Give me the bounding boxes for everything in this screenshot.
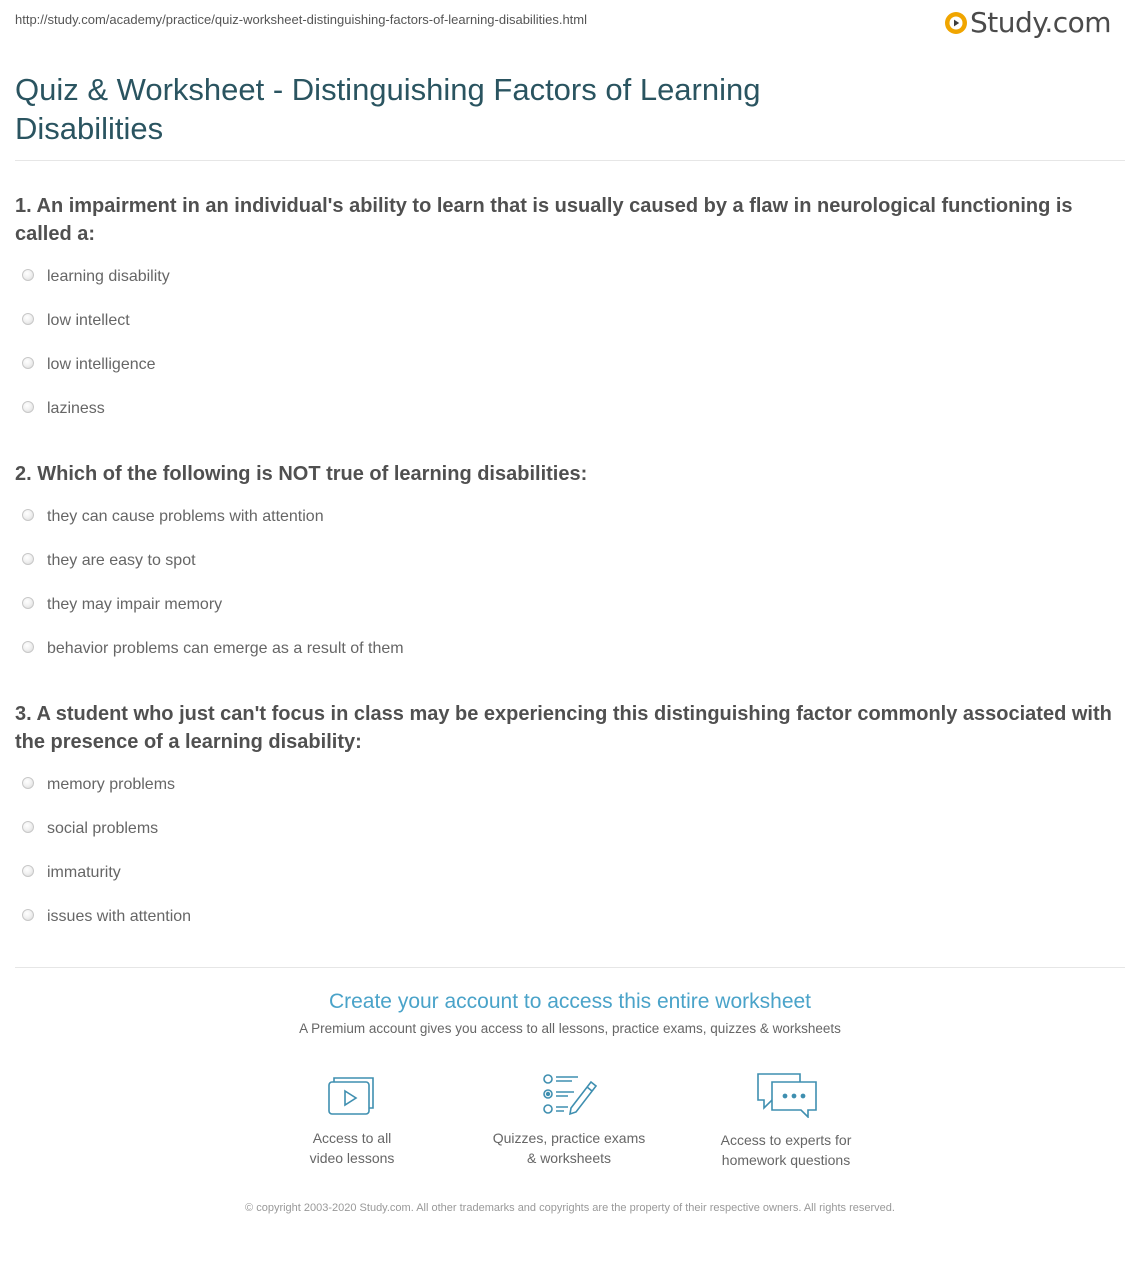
feature-label-line2: homework questions [721,1152,851,1168]
create-account-link[interactable]: Create your account to access this entire worksheet [328,990,812,1013]
chat-bubbles-icon [754,1072,818,1118]
answer-option[interactable] [22,398,105,420]
question-2: 2. Which of the following is NOT true of learning disabilities: [15,463,588,485]
option-label: memory problems [47,776,176,793]
answer-option[interactable] [22,310,130,332]
feature-label-line1: Quizzes, practice exams [492,1130,646,1146]
option-label: behavior problems can emerge as a result of them [47,640,404,657]
answer-option[interactable] [22,638,404,660]
answer-option[interactable] [22,906,191,928]
radio-button[interactable] [22,641,34,653]
feature-video-lessons [252,1072,452,1168]
option-label: low intelligence [47,356,156,373]
answer-option[interactable] [22,862,121,884]
play-circle-icon [944,11,968,35]
video-lessons-icon [326,1072,378,1116]
radio-button[interactable] [22,269,34,281]
study-logo[interactable] [944,6,1111,40]
feature-label-line1: Access to experts for [720,1132,852,1148]
option-label: low intellect [47,312,130,329]
option-label: they are easy to spot [47,552,196,569]
answer-option[interactable] [22,774,175,796]
radio-button[interactable] [22,909,34,921]
feature-experts [686,1072,886,1170]
radio-button[interactable] [22,597,34,609]
answer-option[interactable] [22,550,196,572]
radio-button[interactable] [22,865,34,877]
radio-button[interactable] [22,313,34,325]
brand-name: Study.com [970,6,1112,39]
divider [15,967,1125,968]
divider [15,160,1125,161]
page-url: http://study.com/academy/practice/quiz-worksheet-distinguishing-factors-of-learning-disabilities.html [15,12,587,27]
feature-label-line2: video lessons [309,1150,395,1166]
feature-quizzes [469,1072,669,1168]
page-title: Quiz & Worksheet - Distinguishing Factors of Learning Disabilities [15,72,761,146]
question-1: 1. An impairment in an individual's ability to learn that is usually caused by a flaw in neurological functioning is called a: [15,195,1073,245]
radio-button[interactable] [22,553,34,565]
option-label: immaturity [47,864,121,881]
radio-button[interactable] [22,821,34,833]
answer-option[interactable] [22,818,158,840]
radio-button[interactable] [22,357,34,369]
feature-label-line1: Access to all [312,1130,392,1146]
copyright-footer: © copyright 2003-2020 Study.com. All other trademarks and copyrights are the property of their respective owners. All rights reserved. [245,1202,895,1214]
feature-label-line2: & worksheets [526,1150,612,1166]
radio-button[interactable] [22,401,34,413]
answer-option[interactable] [22,594,222,616]
answer-option[interactable] [22,506,324,528]
option-label: social problems [47,820,159,837]
option-label: laziness [47,400,105,417]
option-label: learning disability [47,268,170,285]
option-label: issues with attention [47,908,192,925]
answer-option[interactable] [22,354,156,376]
answer-option[interactable] [22,266,170,288]
question-3: 3. A student who just can't focus in class may be experiencing this distinguishing factor commonly associated with the presence of a learning disability: [15,703,1112,753]
option-label: they can cause problems with attention [47,508,324,525]
option-label: they may impair memory [47,596,223,613]
radio-button[interactable] [22,509,34,521]
premium-description: A Premium account gives you access to all lessons, practice exams, quizzes & worksheets [299,1021,841,1036]
radio-button[interactable] [22,777,34,789]
quiz-checklist-icon [541,1072,597,1116]
